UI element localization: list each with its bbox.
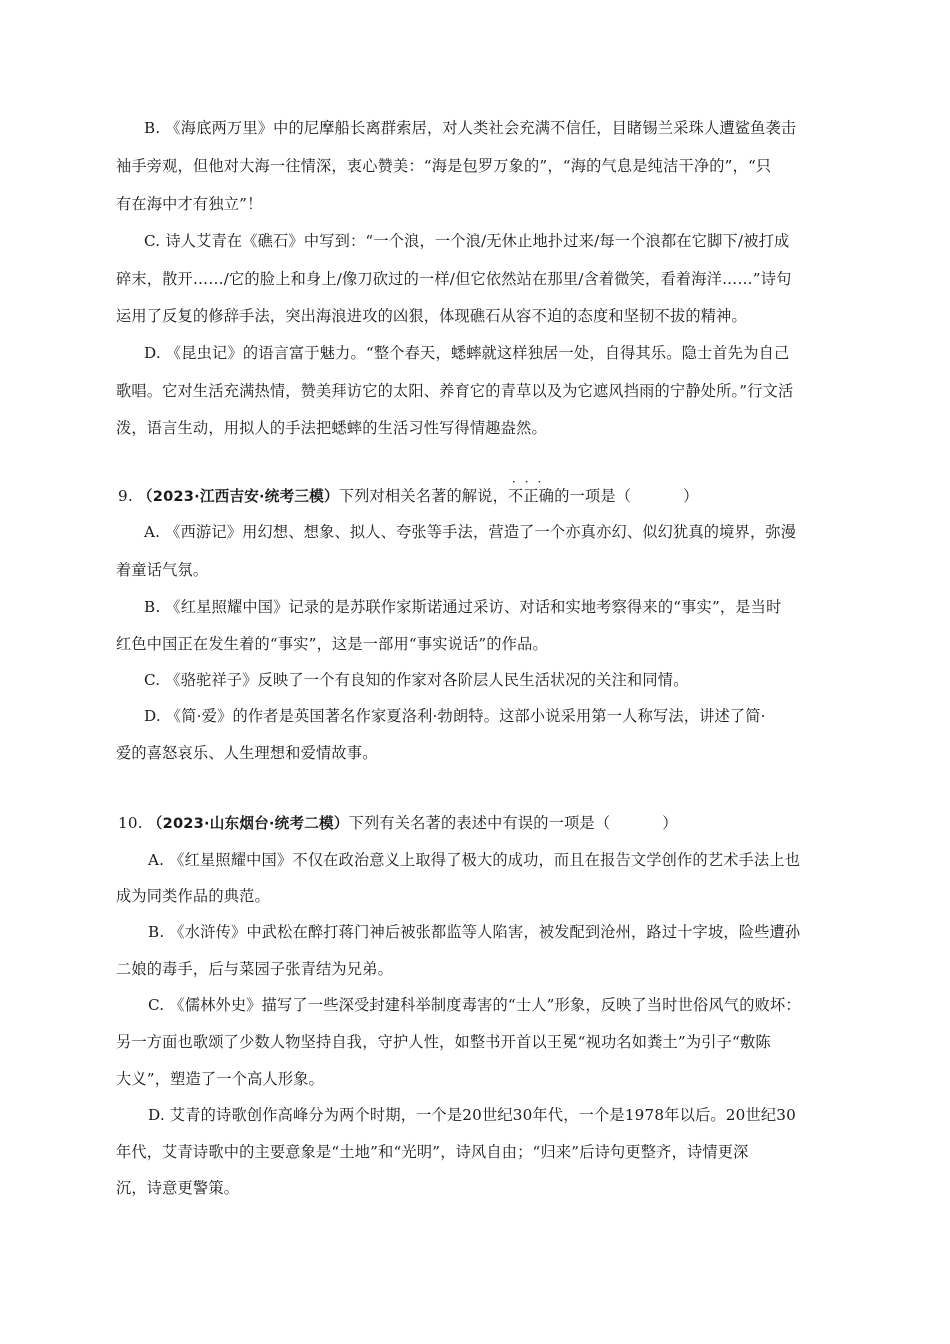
- q9-stem-after: 的一项是（: [554, 487, 632, 505]
- q10-option-d-line-3: 沉，诗意更警策。: [116, 1179, 240, 1197]
- q10-option-c-line-1: C. 《儒林外史》描写了一些深受封建科举制度毒害的“士人”形象，反映了当时世俗风气的败坏：: [148, 996, 801, 1014]
- q10-source: （2023·山东烟台·统考二模）: [147, 815, 349, 832]
- q10-option-c-line-2: 另一方面也歌颂了少数人物坚持自我，守护人性，如整书开首以王冕“视功名如粪土”为引子“敷陈: [116, 1033, 771, 1051]
- q9-stem: [118, 475, 699, 507]
- q9-stem-before: 下列对相关名著的解说，: [338, 487, 509, 505]
- q10-option-b-line-2: 二娘的毒手，后与菜园子张青结为兄弟。: [116, 960, 393, 978]
- q10-option-a-line-1: A. 《红星照耀中国》不仅在政治意义上取得了极大的成功，而且在报告文学创作的艺术手法上也: [148, 851, 801, 869]
- q10-stem-close: ）: [662, 814, 678, 832]
- q8-option-c-line-1: C. 诗人艾青在《礁石》中写到：“一个浪，一个浪/无休止地扑过来/每一个浪都在它脚下/被打成: [144, 232, 790, 250]
- q9-option-a-line-1: A. 《西游记》用幻想、想象、拟人、夸张等手法，营造了一个亦真亦幻、似幻犹真的境界，弥漫: [144, 523, 797, 541]
- q9-source: （2023·江西吉安·统考三模）: [137, 488, 339, 505]
- q9-number: 9.: [118, 487, 133, 505]
- q8-option-d-line-2: 歌唱。它对生活充满热情，赞美拜访它的太阳、养育它的青草以及为它遮风挡雨的宁静处所。”行文活: [116, 382, 794, 400]
- q8-option-c-line-2: 碎末，散开……/它的脸上和身上/像刀砍过的一样/但它依然站在那里/含着微笑，看着海洋……”诗句: [116, 270, 792, 288]
- emphasis-dots: ···: [511, 475, 551, 489]
- q9-option-c-line-1: C. 《骆驼祥子》反映了一个有良知的作家对各阶层人民生活状况的关注和同情。: [144, 671, 689, 689]
- q10-number: 10.: [118, 814, 143, 832]
- q9-emphasis-group: [508, 475, 555, 505]
- q9-option-d-line-1: D. 《简·爱》的作者是英国著名作家夏洛利·勃朗特。这部小说采用第一人称写法，讲述了简·: [144, 707, 766, 725]
- q9-stem-emphasis: 不正确: [508, 487, 555, 505]
- q9-option-b-line-1: B. 《红星照耀中国》记录的是苏联作家斯诺通过采访、对话和实地考察得来的“事实”，是当时: [144, 598, 782, 616]
- q8-option-d-line-1: D. 《昆虫记》的语言富于魅力。“整个春天，蟋蟀就这样独居一处，自得其乐。隐士首先为自己: [144, 344, 790, 362]
- q10-option-d-line-2: 年代，艾青诗歌中的主要意象是“土地”和“光明”，诗风自由；“归来”后诗句更整齐，诗情更深: [116, 1143, 749, 1161]
- q9-option-a-line-2: 着童话气氛。: [116, 561, 209, 579]
- q8-option-b-line-1: B. 《海底两万里》中的尼摩船长离群索居，对人类社会充满不信任，目睹锡兰采珠人遭鲨鱼袭击: [144, 119, 797, 137]
- q10-option-d-line-1: D. 艾青的诗歌创作高峰分为两个时期，一个是20世纪30年代，一个是1978年以后。20世纪30: [148, 1106, 797, 1124]
- q10-stem: [118, 813, 678, 834]
- q9-option-d-line-2: 爱的喜怒哀乐、人生理想和爱情故事。: [116, 744, 378, 762]
- q10-option-c-line-3: 大义”，塑造了一个高人形象。: [116, 1070, 325, 1088]
- q10-option-a-line-2: 成为同类作品的典范。: [116, 887, 270, 905]
- q9-stem-close: ）: [683, 487, 699, 505]
- q8-option-b-line-2: 袖手旁观，但他对大海一往情深，衷心赞美：“海是包罗万象的”，“海的气息是纯洁干净的”，“只: [116, 157, 772, 175]
- q9-option-b-line-2: 红色中国正在发生着的“事实”，这是一部用“事实说话”的作品。: [116, 635, 548, 653]
- q8-option-c-line-3: 运用了反复的修辞手法，突出海浪进攻的凶狠，体现礁石从容不迫的态度和坚韧不拔的精神。: [116, 307, 747, 325]
- q10-option-b-line-1: B. 《水浒传》中武松在醉打蒋门神后被张都监等人陷害，被发配到沧州，路过十字坡，险些遭孙: [148, 923, 801, 941]
- q10-stem-text: 下列有关名著的表述中有误的一项是（: [348, 814, 611, 832]
- q8-option-b-line-3: 有在海中才有独立”！: [116, 195, 263, 213]
- q8-option-d-line-3: 泼，语言生动，用拟人的手法把蟋蟀的生活习性写得情趣盎然。: [116, 419, 547, 437]
